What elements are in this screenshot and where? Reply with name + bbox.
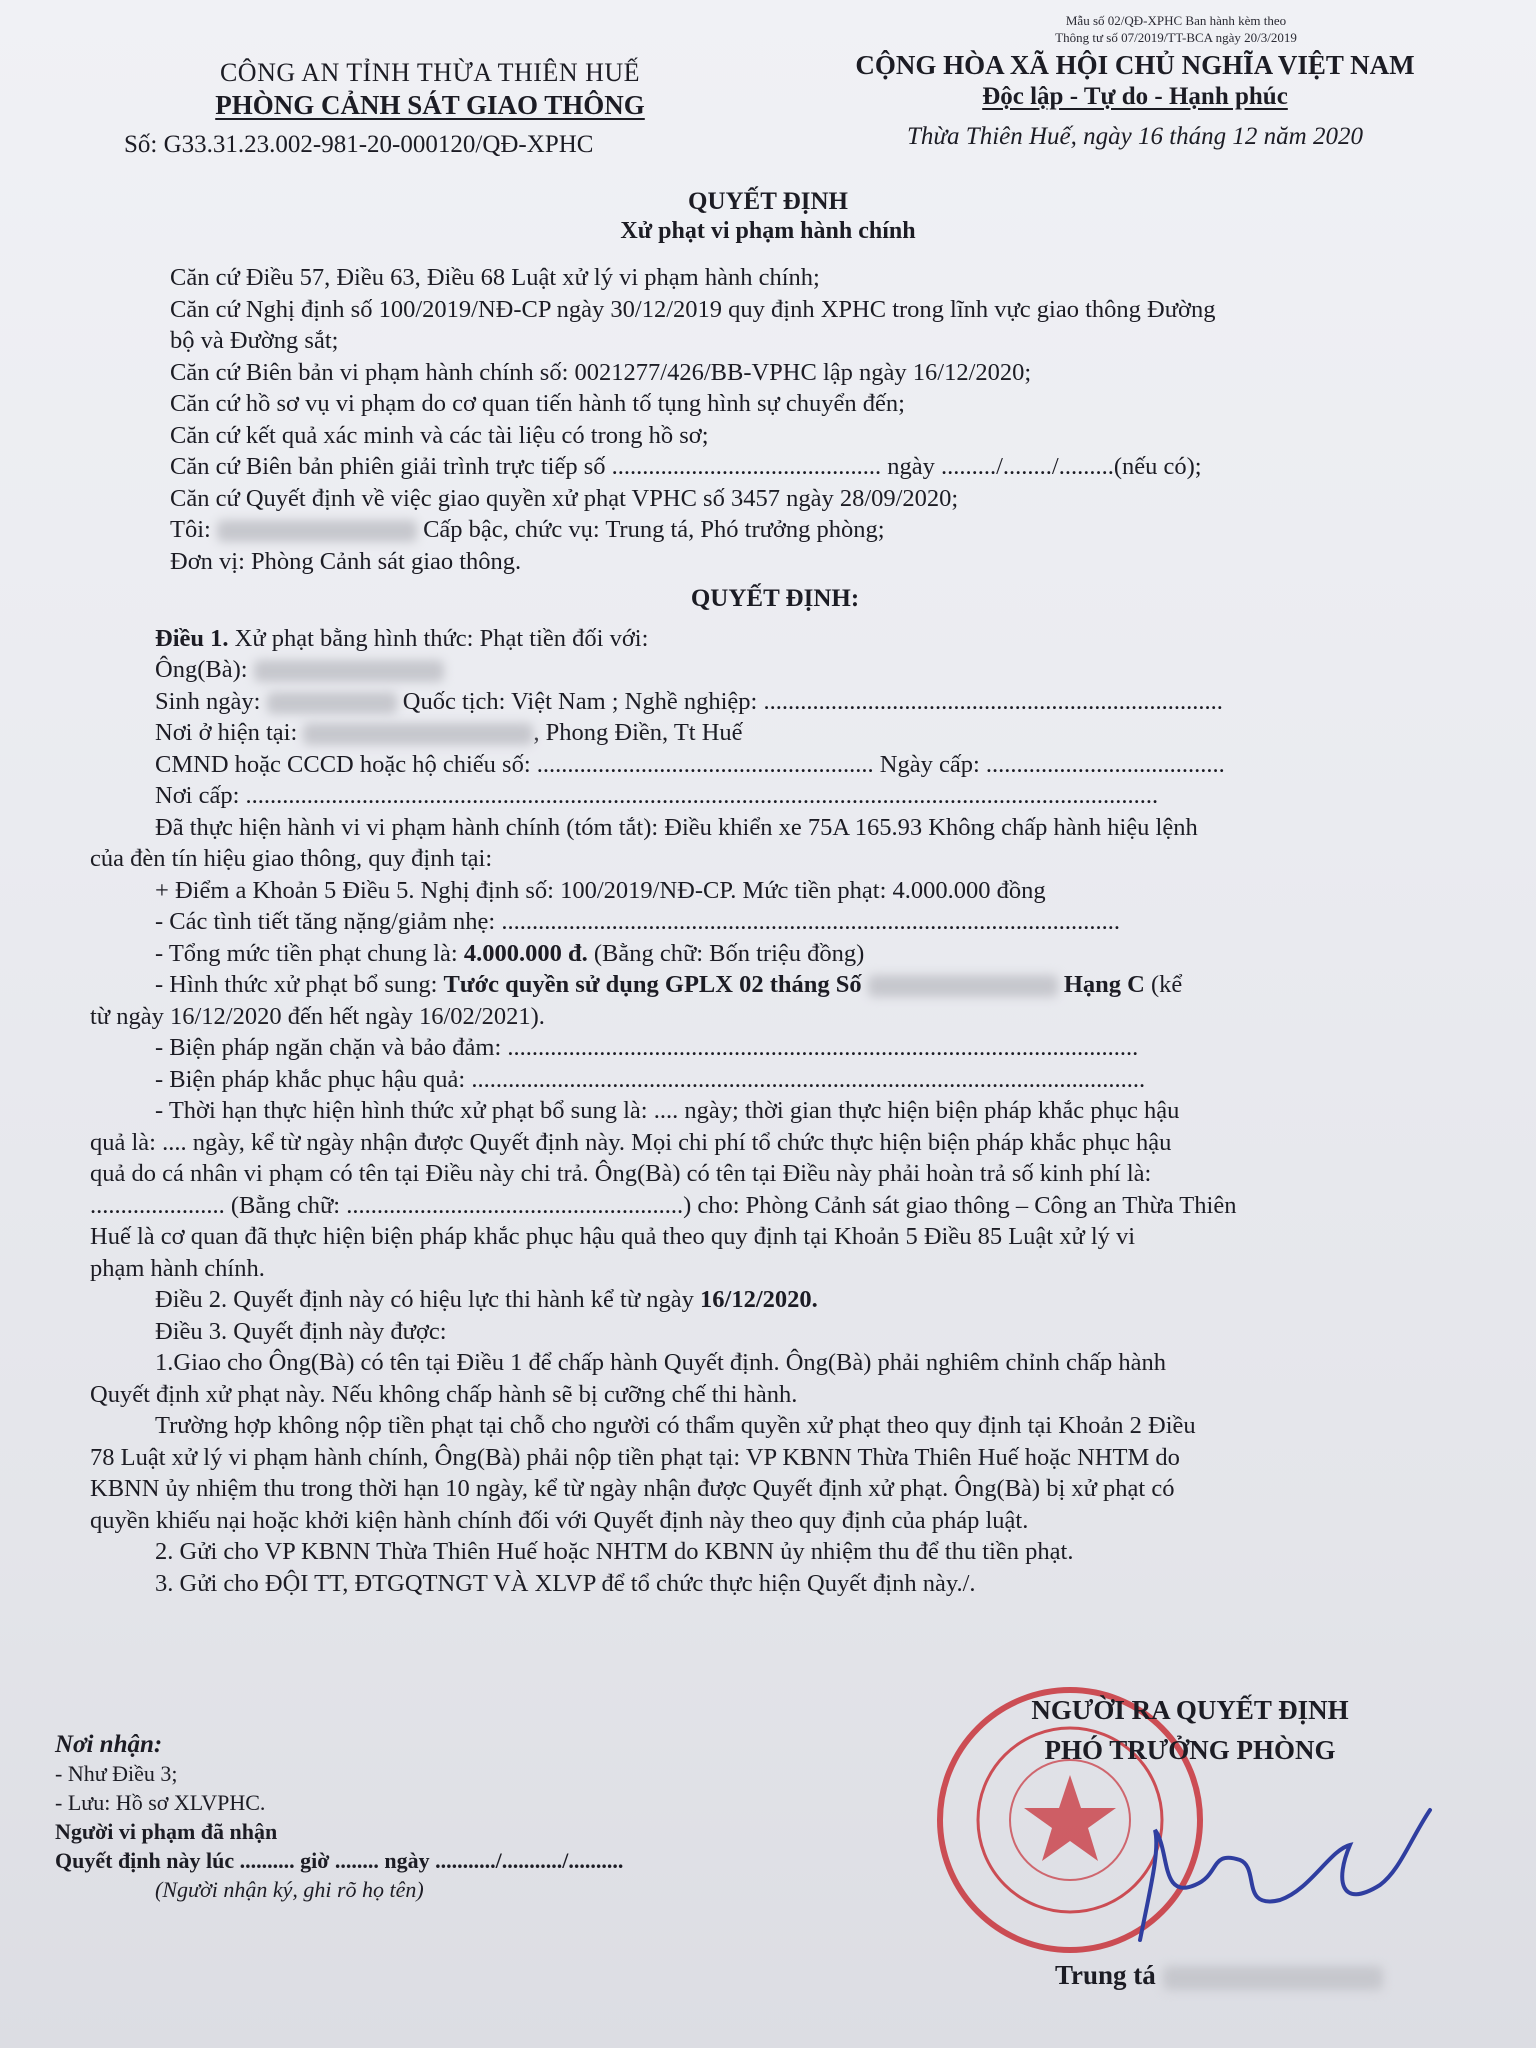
header-left: [110, 58, 750, 159]
document-body: [90, 262, 1460, 1599]
issued-place-line: Nơi cấp: .....................................................................................................................................................: [155, 782, 1159, 809]
agency-name: CÔNG AN TỈNH THỪA THIÊN HUẾ: [219, 58, 641, 87]
basis-line: Căn cứ Biên bản vi phạm hành chính số: 0021277/426/BB-VPHC lập ngày 16/12/2020;: [170, 358, 1032, 386]
form-code-line1: Mẫu số 02/QĐ-XPHC Ban hành kèm theo: [1065, 13, 1287, 28]
deadline-line: phạm hành chính.: [90, 1254, 265, 1282]
deadline-line: Huế là cơ quan đã thực hiện biện pháp khắc phục hậu quả theo quy định tại Khoản 5 Điều 85 Luật xử lý vi: [90, 1223, 1136, 1250]
violation-line: của đèn tín hiệu giao thông, quy định tại:: [90, 845, 493, 872]
article1-text: Xử phạt bằng hình thức: Phạt tiền đối với:: [234, 624, 649, 652]
article3-item2: 2. Gửi cho VP KBNN Thừa Thiên Huế hoặc NHTM do KBNN ủy nhiệm thu để thu tiền phạt.: [155, 1538, 1074, 1565]
national-motto: Độc lập - Tự do - Hạnh phúc: [982, 83, 1288, 110]
total-words: (Bằng chữ: Bốn triệu đồng): [593, 939, 865, 967]
article2-line: [90, 1284, 1460, 1316]
redacted-license-number: [868, 975, 1058, 997]
basis-line: Căn cứ Biên bản phiên giải trình trực tiếp số ............................................ ngày ........./......../.........(nếu có);: [170, 453, 1202, 480]
form-code: [966, 12, 1386, 46]
deadline-line: quả do cá nhân vi phạm có tên tại Điều này chi trả. Ông(Bà) có tên tại Điều này phải hoàn trả số kinh phí là:: [90, 1160, 1152, 1187]
officer-rank: Cấp bậc, chức vụ: Trung tá, Phó trưởng phòng;: [423, 516, 885, 543]
additional-tail: (kể: [1151, 971, 1183, 998]
circumstances-line: - Các tình tiết tăng nặng/giảm nhẹ: .....................................................................................................: [155, 908, 1120, 935]
handwritten-signature: [1100, 1790, 1440, 1950]
additional-penalty-line: [90, 969, 1460, 1001]
redacted-dob: [267, 692, 397, 714]
form-code-line2: Thông tư số 07/2019/TT-BCA ngày 20/3/2019: [1055, 30, 1297, 45]
nationality-occupation: Quốc tịch: Việt Nam ; Nghề nghiệp: ...........................................................................: [402, 687, 1223, 715]
total-label: - Tổng mức tiền phạt chung là:: [155, 939, 458, 967]
signer-block: [960, 1690, 1420, 1770]
residence-line: [90, 717, 1460, 749]
article2-text: Điều 2. Quyết định này có hiệu lực thi hành kể từ ngày: [155, 1286, 694, 1313]
basis-line: bộ và Đường sắt;: [170, 327, 339, 354]
receiver-line: - Như Điều 3;: [55, 1761, 178, 1786]
signer-title: NGƯỜI RA QUYẾT ĐỊNH: [1031, 1695, 1349, 1725]
prevention-line: - Biện pháp ngăn chặn và bảo đảm: .......................................................................................................: [155, 1034, 1139, 1061]
document-title: QUYẾT ĐỊNH: [688, 188, 848, 215]
basis-line: Căn cứ hồ sơ vụ vi phạm do cơ quan tiến hành tố tụng hình sự chuyển đến;: [170, 390, 905, 417]
violator-name-line: [90, 654, 1460, 686]
deadline-line: - Thời hạn thực hiện hình thức xử phạt bổ sung là: .... ngày; thời gian thực hiện biện pháp khắc phục hậu: [155, 1097, 1180, 1124]
header-right: [785, 50, 1485, 151]
residence-label: Nơi ở hiện tại:: [155, 719, 298, 746]
id-line: CMND hoặc CCCD hoặc hộ chiếu số: ....................................................... Ngày cấp: .......................................: [155, 750, 1225, 778]
document-subtitle: Xử phạt vi phạm hành chính: [620, 218, 916, 244]
place-date: Thừa Thiên Huế, ngày 16 tháng 12 năm 2020: [907, 123, 1363, 150]
signer-position: PHÓ TRƯỞNG PHÒNG: [1044, 1735, 1336, 1765]
redacted-address: [303, 723, 533, 745]
dob-label: Sinh ngày:: [155, 687, 261, 715]
residence-value: , Phong Điền, Tt Huế: [533, 719, 743, 746]
additional-value: Tước quyền sử dụng GPLX 02 tháng Số: [443, 971, 862, 998]
receivers-block: [55, 1730, 815, 1904]
remedy-line: - Biện pháp khắc phục hậu quả: ..............................................................................................................: [155, 1065, 1146, 1093]
document-number: Số: G33.31.23.002-981-20-000120/QĐ-XPHC: [124, 131, 594, 158]
signer-name-line: [1055, 1960, 1383, 1991]
basis-line: Căn cứ Điều 57, Điều 63, Điều 68 Luật xử lý vi phạm hành chính;: [170, 264, 820, 291]
basis-line: Căn cứ Quyết định về việc giao quyền xử phạt VPHC số 3457 ngày 28/09/2020;: [170, 484, 959, 512]
deadline-line: ...................... (Bằng chữ: .......................................................) cho: Phòng Cảnh sát giao thông – Công an Thừa Thiên: [90, 1191, 1237, 1219]
article1-label: Điều 1.: [155, 624, 229, 652]
total-fine-line: [90, 938, 1460, 970]
department-name: PHÒNG CẢNH SÁT GIAO THÔNG: [215, 90, 645, 120]
received-line: Quyết định này lúc .......... giờ ........ ngày .........../.........../..........: [55, 1848, 624, 1873]
total-amount: 4.000.000 đ.: [463, 939, 588, 967]
basis-line: Căn cứ kết quả xác minh và các tài liệu có trong hồ sơ;: [170, 421, 709, 449]
article2-date: 16/12/2020.: [700, 1286, 818, 1313]
clause-line: + Điểm a Khoản 5 Điều 5. Nghị định số: 100/2019/NĐ-CP. Mức tiền phạt: 4.000.000 đồng: [155, 876, 1046, 904]
article3-heading: Điều 3. Quyết định này được:: [155, 1317, 447, 1345]
deadline-line: quả là: .... ngày, kể từ ngày nhận được Quyết định này. Mọi chi phí tổ chức thực hiện biện pháp khắc phục hậu: [90, 1128, 1172, 1156]
article3-item1: 1.Giao cho Ông(Bà) có tên tại Điều 1 để chấp hành Quyết định. Ông(Bà) phải nghiêm chỉnh chấp hành: [155, 1349, 1167, 1376]
basis-line: Căn cứ Nghị định số 100/2019/NĐ-CP ngày 30/12/2019 quy định XPHC trong lĩnh vực giao thông Đường: [170, 295, 1216, 323]
redacted-signer-name: [1163, 1966, 1383, 1990]
article1-heading: [90, 623, 1460, 655]
dob-line: [90, 686, 1460, 718]
redacted-violator-name: [254, 660, 444, 682]
article3-case: Trường hợp không nộp tiền phạt tại chỗ cho người có thẩm quyền xử phạt theo quy định tại Khoản 2 Điều: [155, 1412, 1196, 1439]
article3-case: KBNN ủy nhiệm thu trong thời hạn 10 ngày, kể từ ngày nhận được Quyết định xử phạt. Ông(Bà) bị xử phạt có: [90, 1475, 1175, 1502]
receivers-label: Nơi nhận:: [55, 1731, 163, 1758]
article3-item3: 3. Gửi cho ĐỘI TT, ĐTGQTNGT VÀ XLVP để tổ chức thực hiện Quyết định này./.: [155, 1569, 976, 1597]
additional-period: từ ngày 16/12/2020 đến hết ngày 16/02/2021).: [90, 1002, 545, 1030]
decision-heading: QUYẾT ĐỊNH:: [690, 585, 860, 612]
person-label: Ông(Bà):: [155, 656, 248, 683]
received-line: Người vi phạm đã nhận: [55, 1819, 278, 1844]
article3-case: quyền khiếu nại hoặc khởi kiện hành chính đối với Quyết định này theo quy định của pháp luật.: [90, 1506, 1029, 1534]
officer-line: [90, 514, 1460, 546]
article3-case: 78 Luật xử lý vi phạm hành chính, Ông(Bà) phải nộp tiền phạt tại: VP KBNN Thừa Thiên Huế hoặc NHTM do: [90, 1443, 1180, 1471]
signer-rank: Trung tá: [1055, 1960, 1156, 1990]
nation-name: CỘNG HÒA XÃ HỘI CHỦ NGHĨA VIỆT NAM: [855, 50, 1415, 80]
receiver-line: - Lưu: Hồ sơ XLVPHC.: [55, 1790, 266, 1815]
article3-item1: Quyết định xử phạt này. Nếu không chấp hành sẽ bị cưỡng chế thi hành.: [90, 1380, 798, 1408]
redacted-officer-name: [217, 520, 417, 542]
receiver-note: (Người nhận ký, ghi rõ họ tên): [155, 1877, 424, 1902]
license-class: Hạng C: [1063, 971, 1145, 998]
additional-label: - Hình thức xử phạt bổ sung:: [155, 971, 438, 998]
officer-prefix: Tôi:: [170, 516, 211, 543]
violation-line: Đã thực hiện hành vi vi phạm hành chính (tóm tắt): Điều khiển xe 75A 165.93 Không chấp hành hiệu lệnh: [155, 813, 1198, 841]
officer-unit: Đơn vị: Phòng Cảnh sát giao thông.: [170, 547, 522, 575]
